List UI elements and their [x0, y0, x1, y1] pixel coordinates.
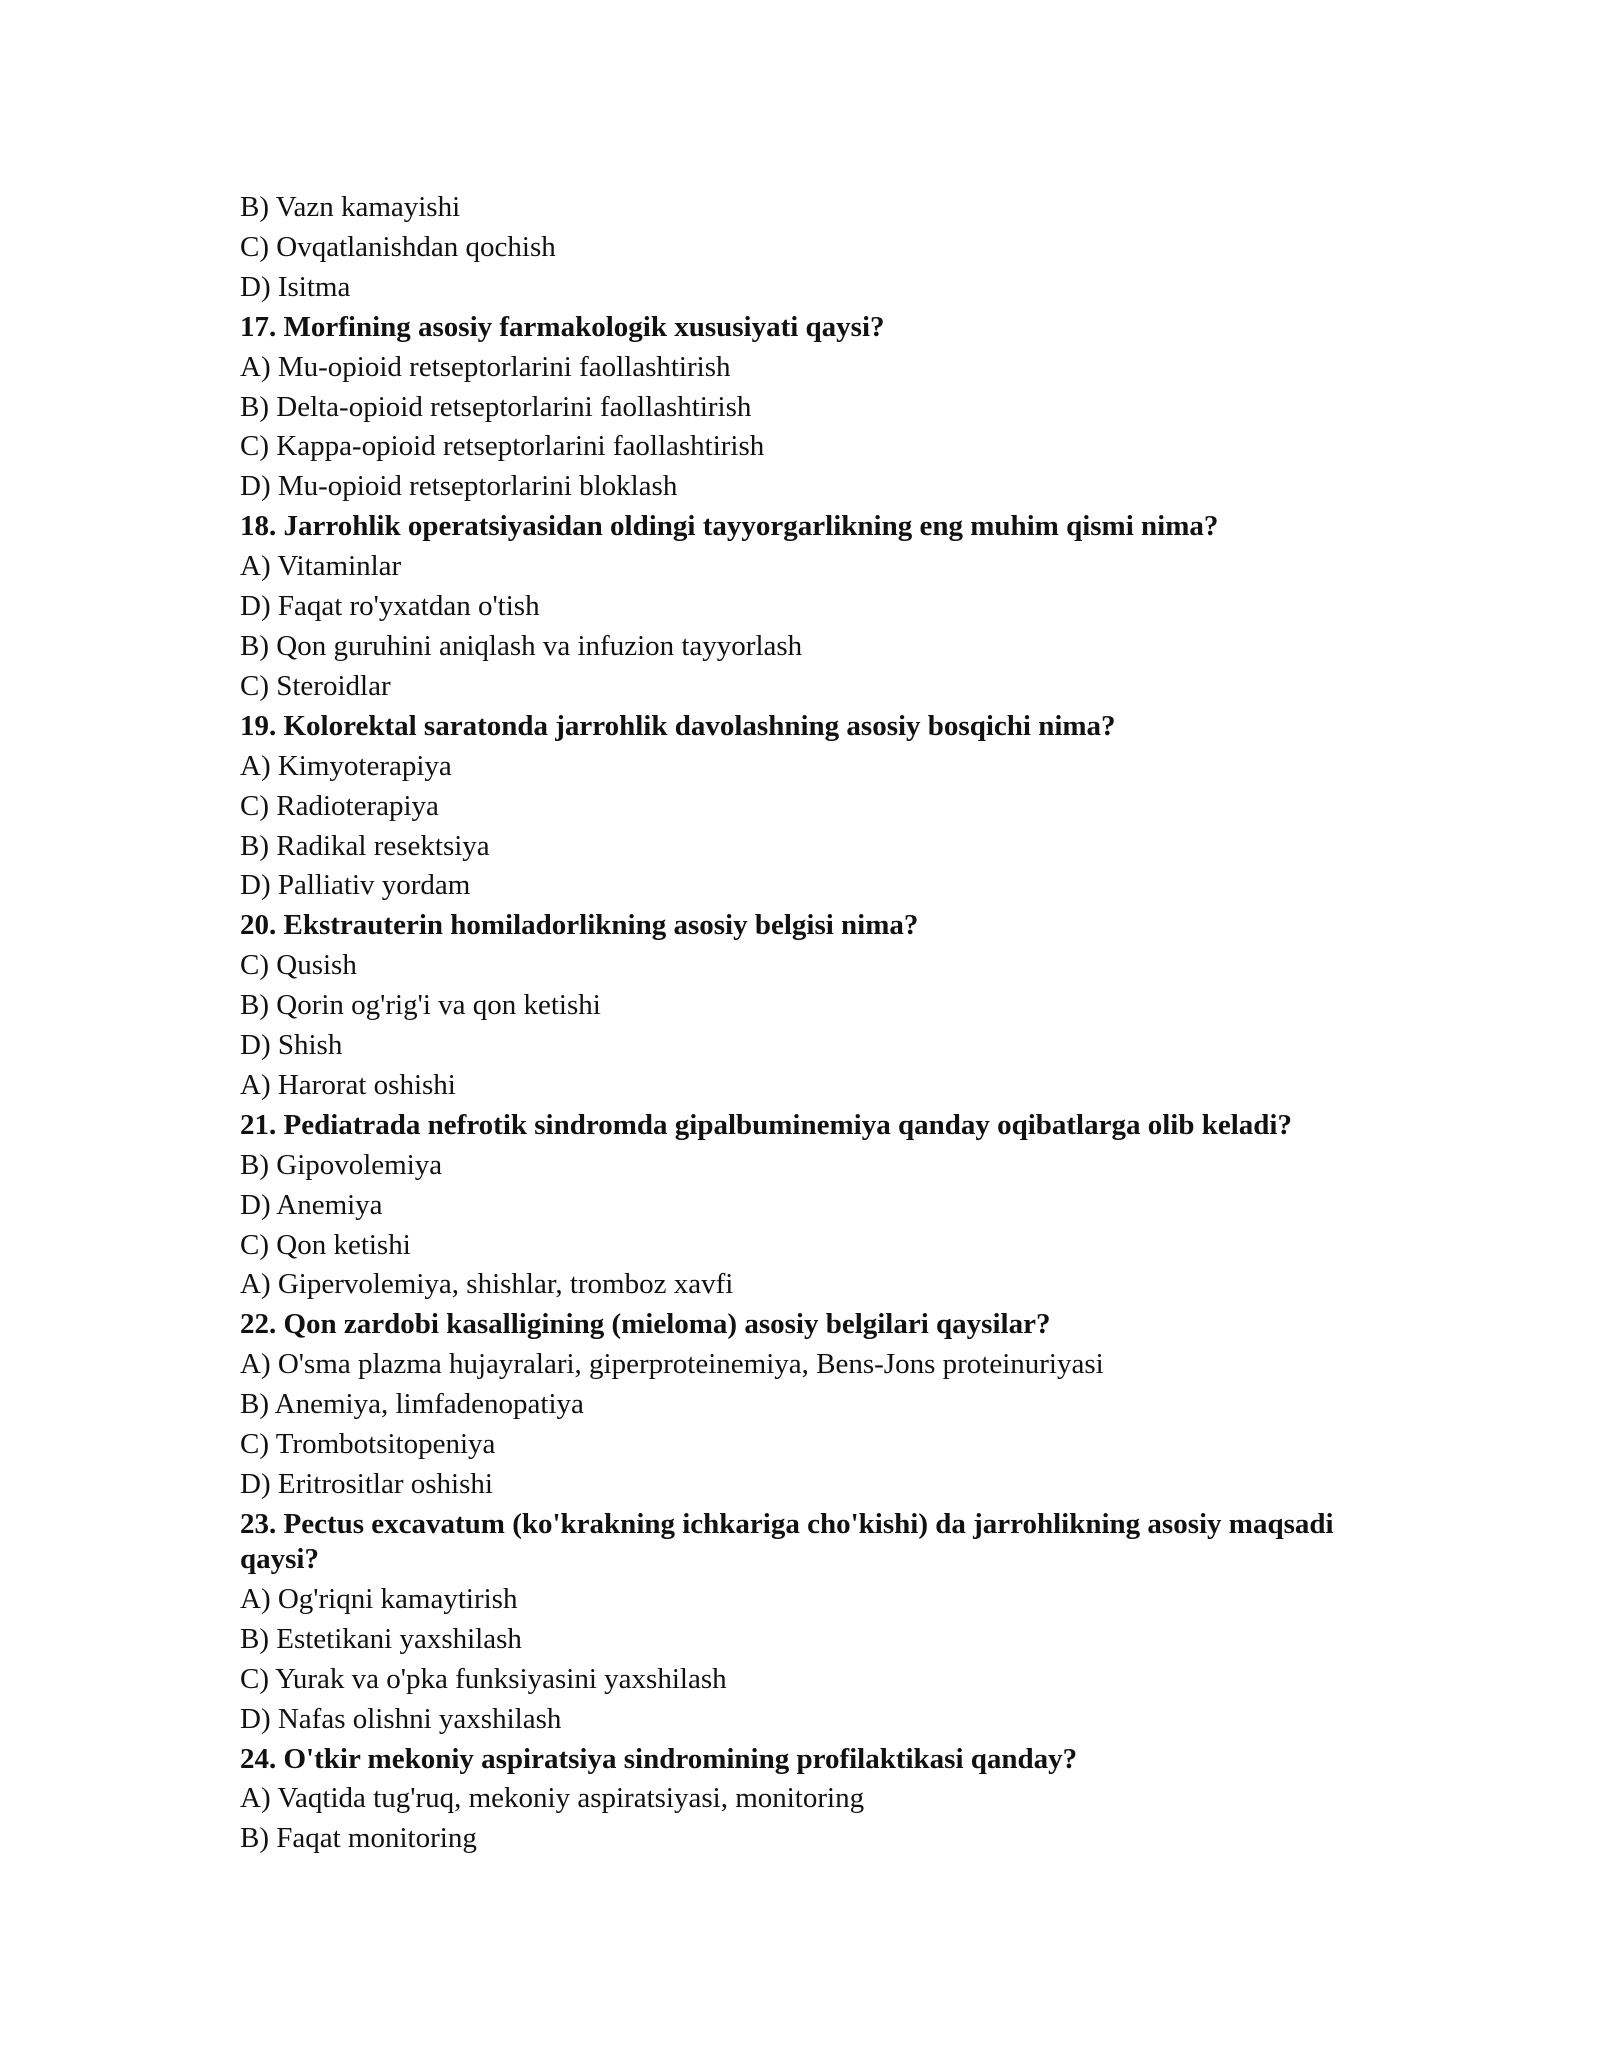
question-text: 22. Qon zardobi kasalligining (mieloma) asosiy belgilari qaysilar?	[240, 1308, 1051, 1341]
answer-option: A) Gipervolemiya, shishlar, tromboz xavfi	[240, 1268, 734, 1301]
answer-option: D) Faqat ro'yxatdan o'tish	[240, 590, 540, 623]
quiz-content	[240, 188, 1400, 1859]
answer-option: B) Radikal resektsiya	[240, 829, 490, 862]
answer-option: A) Vaqtida tug'ruq, mekoniy aspiratsiyasi, monitoring	[240, 1782, 865, 1815]
question-text: 18. Jarrohlik operatsiyasidan oldingi tayyorgarlikning eng muhim qismi nima?	[240, 510, 1219, 543]
question-text: 23. Pectus excavatum (ko'krakning ichkariga cho'kishi) da jarrohlikning asosiy maqsadi qaysi?	[240, 1507, 1334, 1575]
answer-option: A) Vitaminlar	[240, 550, 402, 583]
answer-option: C) Steroidlar	[240, 669, 391, 702]
answer-option: B) Qorin og'rig'i va qon ketishi	[240, 989, 601, 1022]
answer-option: B) Gipovolemiya	[240, 1148, 443, 1181]
question-text: 24. O'tkir mekoniy aspiratsiya sindromining profilaktikasi qanday?	[240, 1742, 1078, 1775]
answer-option: C) Trombotsitopeniya	[240, 1428, 496, 1461]
answer-option: A) Mu-opioid retseptorlarini faollashtirish	[240, 350, 731, 383]
answer-option: C) Yurak va o'pka funksiyasini yaxshilash	[240, 1662, 727, 1695]
answer-option: C) Qon ketishi	[240, 1228, 411, 1261]
answer-option: D) Isitma	[240, 270, 351, 303]
question-text: 17. Morfining asosiy farmakologik xususiyati qaysi?	[240, 310, 885, 343]
answer-option: C) Ovqatlanishdan qochish	[240, 230, 556, 263]
answer-option: D) Shish	[240, 1029, 343, 1062]
answer-option: B) Estetikani yaxshilash	[240, 1622, 522, 1655]
answer-option: A) O'sma plazma hujayralari, giperproteinemiya, Bens-Jons proteinuriyasi	[240, 1348, 1104, 1381]
answer-option: B) Anemiya, limfadenopatiya	[240, 1388, 584, 1421]
answer-option: C) Qusish	[240, 949, 357, 982]
answer-option: B) Qon guruhini aniqlash va infuzion tayyorlash	[240, 629, 803, 662]
answer-option: D) Eritrositlar oshishi	[240, 1468, 493, 1500]
answer-option: D) Palliativ yordam	[240, 869, 471, 902]
answer-option: A) Harorat oshishi	[240, 1068, 456, 1101]
question-text: 20. Ekstrauterin homiladorlikning asosiy belgisi nima?	[240, 909, 919, 942]
answer-option: D) Nafas olishni yaxshilash	[240, 1702, 562, 1735]
question-text: 19. Kolorektal saratonda jarrohlik davolashning asosiy bosqichi nima?	[240, 709, 1116, 742]
answer-option: B) Faqat monitoring	[240, 1822, 477, 1855]
answer-option: A) Og'riqni kamaytirish	[240, 1582, 518, 1615]
answer-option: D) Anemiya	[240, 1188, 383, 1221]
answer-option: C) Kappa-opioid retseptorlarini faollashtirish	[240, 430, 765, 463]
answer-option: B) Delta-opioid retseptorlarini faollashtirish	[240, 390, 752, 423]
answer-option: C) Radioterapiya	[240, 789, 439, 822]
question-text: 21. Pediatrada nefrotik sindromda gipalbuminemiya qanday oqibatlarga olib keladi?	[240, 1108, 1292, 1141]
answer-option: D) Mu-opioid retseptorlarini bloklash	[240, 470, 678, 503]
answer-option: B) Vazn kamayishi	[240, 191, 461, 223]
answer-option: A) Kimyoterapiya	[240, 749, 452, 782]
